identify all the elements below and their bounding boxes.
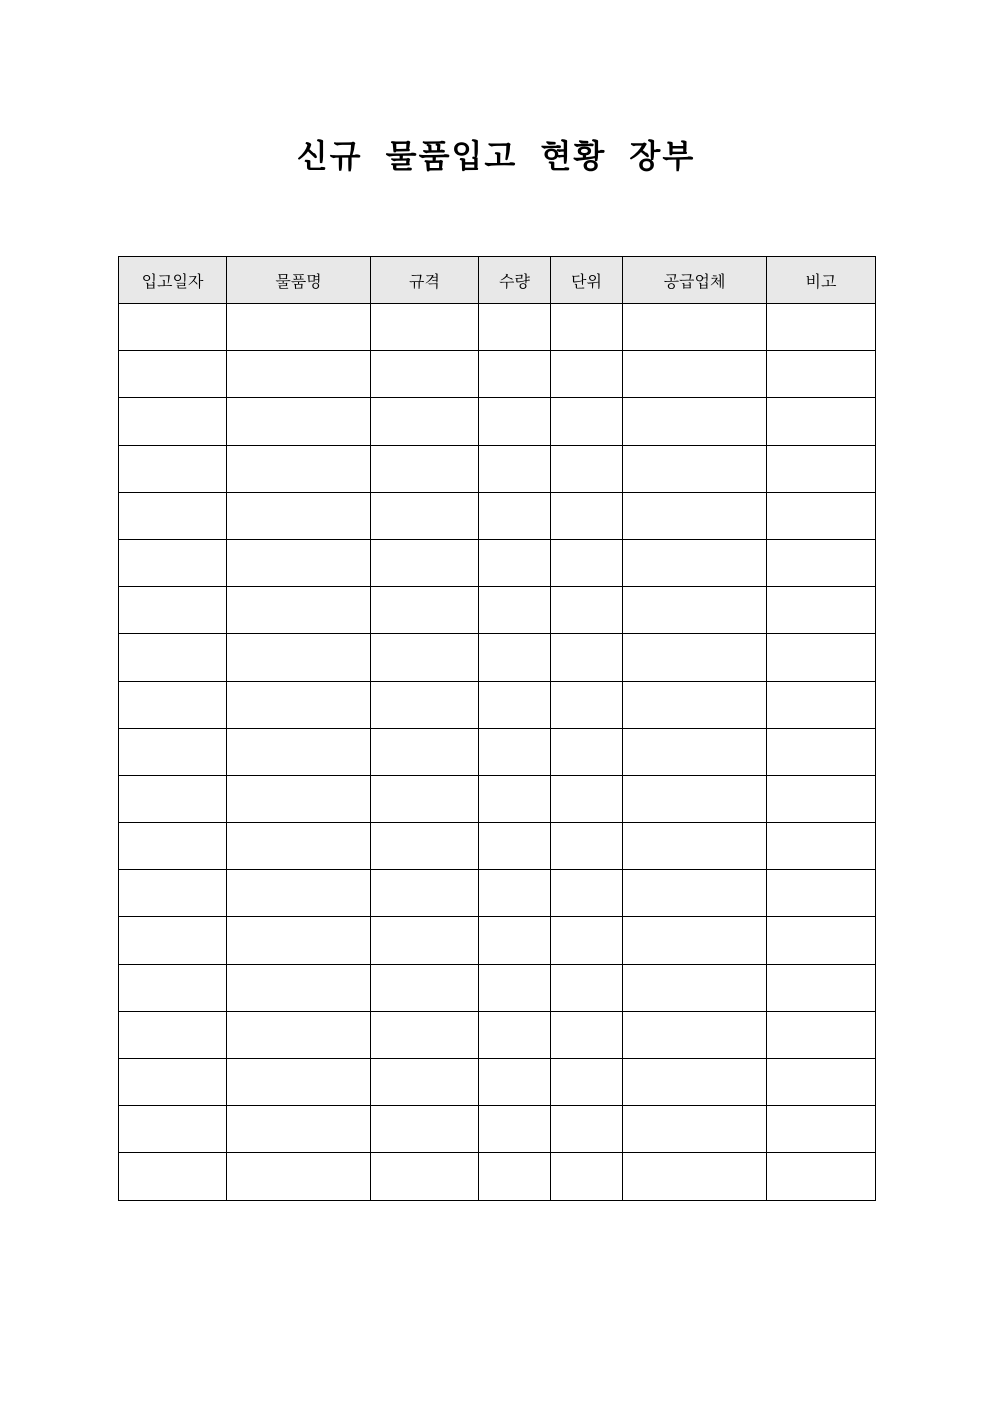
specification-cell[interactable]	[371, 775, 479, 822]
supplier-cell[interactable]	[623, 492, 767, 539]
column-header-specification: 규격	[371, 257, 479, 304]
supplier-cell[interactable]	[623, 775, 767, 822]
remarks-cell[interactable]	[767, 539, 876, 586]
receipt-date-cell[interactable]	[119, 398, 227, 445]
remarks-cell[interactable]	[767, 775, 876, 822]
table-row	[119, 539, 876, 586]
unit-cell[interactable]	[551, 539, 623, 586]
item-name-cell[interactable]	[227, 304, 371, 351]
quantity-cell[interactable]	[479, 398, 551, 445]
unit-cell[interactable]	[551, 445, 623, 492]
table-row	[119, 775, 876, 822]
unit-cell[interactable]	[551, 728, 623, 775]
receipt-date-cell[interactable]	[119, 1153, 227, 1200]
quantity-cell[interactable]	[479, 445, 551, 492]
remarks-cell[interactable]	[767, 1106, 876, 1153]
receipt-date-cell[interactable]	[119, 539, 227, 586]
supplier-cell[interactable]	[623, 823, 767, 870]
remarks-cell[interactable]	[767, 870, 876, 917]
unit-cell[interactable]	[551, 634, 623, 681]
remarks-cell[interactable]	[767, 728, 876, 775]
table-row	[119, 823, 876, 870]
item-name-cell[interactable]	[227, 1153, 371, 1200]
quantity-cell[interactable]	[479, 492, 551, 539]
quantity-cell[interactable]	[479, 304, 551, 351]
specification-cell[interactable]	[371, 587, 479, 634]
item-name-cell[interactable]	[227, 539, 371, 586]
receipt-date-cell[interactable]	[119, 681, 227, 728]
quantity-cell[interactable]	[479, 539, 551, 586]
unit-cell[interactable]	[551, 775, 623, 822]
quantity-cell[interactable]	[479, 587, 551, 634]
item-name-cell[interactable]	[227, 587, 371, 634]
unit-cell[interactable]	[551, 964, 623, 1011]
inventory-ledger-table	[118, 256, 876, 1201]
supplier-cell[interactable]	[623, 1011, 767, 1058]
quantity-cell[interactable]	[479, 634, 551, 681]
receipt-date-cell[interactable]	[119, 1059, 227, 1106]
specification-cell[interactable]	[371, 728, 479, 775]
column-header-supplier: 공급업체	[623, 257, 767, 304]
item-name-cell[interactable]	[227, 634, 371, 681]
table-header-row	[119, 257, 876, 304]
quantity-cell[interactable]	[479, 964, 551, 1011]
receipt-date-cell[interactable]	[119, 587, 227, 634]
unit-cell[interactable]	[551, 398, 623, 445]
table-row	[119, 445, 876, 492]
receipt-date-cell[interactable]	[119, 634, 227, 681]
receipt-date-cell[interactable]	[119, 917, 227, 964]
column-header-quantity: 수량	[479, 257, 551, 304]
table-row	[119, 728, 876, 775]
specification-cell[interactable]	[371, 492, 479, 539]
remarks-cell[interactable]	[767, 681, 876, 728]
supplier-cell[interactable]	[623, 398, 767, 445]
item-name-cell[interactable]	[227, 445, 371, 492]
quantity-cell[interactable]	[479, 681, 551, 728]
document-title: 신규 물품입고 현황 장부	[296, 137, 696, 175]
table-row	[119, 634, 876, 681]
supplier-cell[interactable]	[623, 681, 767, 728]
supplier-cell[interactable]	[623, 1059, 767, 1106]
specification-cell[interactable]	[371, 823, 479, 870]
table-body	[119, 304, 876, 1201]
specification-cell[interactable]	[371, 539, 479, 586]
specification-cell[interactable]	[371, 304, 479, 351]
unit-cell[interactable]	[551, 681, 623, 728]
column-header-item-name: 물품명	[227, 257, 371, 304]
table-row	[119, 351, 876, 398]
quantity-cell[interactable]	[479, 1106, 551, 1153]
remarks-cell[interactable]	[767, 1011, 876, 1058]
specification-cell[interactable]	[371, 351, 479, 398]
remarks-cell[interactable]	[767, 304, 876, 351]
specification-cell[interactable]	[371, 1059, 479, 1106]
supplier-cell[interactable]	[623, 1106, 767, 1153]
specification-cell[interactable]	[371, 634, 479, 681]
specification-cell[interactable]	[371, 398, 479, 445]
table-row	[119, 1011, 876, 1058]
remarks-cell[interactable]	[767, 1153, 876, 1200]
unit-cell[interactable]	[551, 917, 623, 964]
quantity-cell[interactable]	[479, 823, 551, 870]
specification-cell[interactable]	[371, 870, 479, 917]
receipt-date-cell[interactable]	[119, 445, 227, 492]
specification-cell[interactable]	[371, 1153, 479, 1200]
quantity-cell[interactable]	[479, 1011, 551, 1058]
remarks-cell[interactable]	[767, 492, 876, 539]
remarks-cell[interactable]	[767, 398, 876, 445]
item-name-cell[interactable]	[227, 870, 371, 917]
column-header-remarks: 비고	[767, 257, 876, 304]
item-name-cell[interactable]	[227, 728, 371, 775]
unit-cell[interactable]	[551, 1106, 623, 1153]
remarks-cell[interactable]	[767, 823, 876, 870]
unit-cell[interactable]	[551, 587, 623, 634]
receipt-date-cell[interactable]	[119, 351, 227, 398]
remarks-cell[interactable]	[767, 917, 876, 964]
supplier-cell[interactable]	[623, 351, 767, 398]
column-header-receipt-date: 입고일자	[119, 257, 227, 304]
quantity-cell[interactable]	[479, 870, 551, 917]
remarks-cell[interactable]	[767, 587, 876, 634]
item-name-cell[interactable]	[227, 1011, 371, 1058]
specification-cell[interactable]	[371, 681, 479, 728]
supplier-cell[interactable]	[623, 917, 767, 964]
item-name-cell[interactable]	[227, 681, 371, 728]
quantity-cell[interactable]	[479, 1059, 551, 1106]
supplier-cell[interactable]	[623, 728, 767, 775]
quantity-cell[interactable]	[479, 917, 551, 964]
specification-cell[interactable]	[371, 445, 479, 492]
table-row	[119, 681, 876, 728]
supplier-cell[interactable]	[623, 1153, 767, 1200]
table-row	[119, 1059, 876, 1106]
receipt-date-cell[interactable]	[119, 492, 227, 539]
item-name-cell[interactable]	[227, 917, 371, 964]
table-row	[119, 1153, 876, 1200]
item-name-cell[interactable]	[227, 964, 371, 1011]
quantity-cell[interactable]	[479, 1153, 551, 1200]
receipt-date-cell[interactable]	[119, 870, 227, 917]
supplier-cell[interactable]	[623, 445, 767, 492]
receipt-date-cell[interactable]	[119, 775, 227, 822]
item-name-cell[interactable]	[227, 823, 371, 870]
supplier-cell[interactable]	[623, 587, 767, 634]
receipt-date-cell[interactable]	[119, 964, 227, 1011]
item-name-cell[interactable]	[227, 492, 371, 539]
receipt-date-cell[interactable]	[119, 304, 227, 351]
specification-cell[interactable]	[371, 1011, 479, 1058]
table-row	[119, 587, 876, 634]
specification-cell[interactable]	[371, 917, 479, 964]
remarks-cell[interactable]	[767, 634, 876, 681]
item-name-cell[interactable]	[227, 1106, 371, 1153]
remarks-cell[interactable]	[767, 1059, 876, 1106]
table-row	[119, 304, 876, 351]
unit-cell[interactable]	[551, 823, 623, 870]
receipt-date-cell[interactable]	[119, 1011, 227, 1058]
quantity-cell[interactable]	[479, 728, 551, 775]
table-row	[119, 492, 876, 539]
table-row	[119, 1106, 876, 1153]
item-name-cell[interactable]	[227, 775, 371, 822]
supplier-cell[interactable]	[623, 964, 767, 1011]
item-name-cell[interactable]	[227, 1059, 371, 1106]
unit-cell[interactable]	[551, 1059, 623, 1106]
supplier-cell[interactable]	[623, 634, 767, 681]
unit-cell[interactable]	[551, 1011, 623, 1058]
table-row	[119, 964, 876, 1011]
receipt-date-cell[interactable]	[119, 823, 227, 870]
remarks-cell[interactable]	[767, 445, 876, 492]
supplier-cell[interactable]	[623, 304, 767, 351]
receipt-date-cell[interactable]	[119, 728, 227, 775]
receipt-date-cell[interactable]	[119, 1106, 227, 1153]
table-row	[119, 870, 876, 917]
supplier-cell[interactable]	[623, 539, 767, 586]
table-row	[119, 398, 876, 445]
quantity-cell[interactable]	[479, 351, 551, 398]
item-name-cell[interactable]	[227, 351, 371, 398]
specification-cell[interactable]	[371, 1106, 479, 1153]
table-row	[119, 917, 876, 964]
unit-cell[interactable]	[551, 351, 623, 398]
unit-cell[interactable]	[551, 304, 623, 351]
remarks-cell[interactable]	[767, 351, 876, 398]
unit-cell[interactable]	[551, 1153, 623, 1200]
quantity-cell[interactable]	[479, 775, 551, 822]
item-name-cell[interactable]	[227, 398, 371, 445]
unit-cell[interactable]	[551, 492, 623, 539]
supplier-cell[interactable]	[623, 870, 767, 917]
column-header-unit: 단위	[551, 257, 623, 304]
remarks-cell[interactable]	[767, 964, 876, 1011]
unit-cell[interactable]	[551, 870, 623, 917]
specification-cell[interactable]	[371, 964, 479, 1011]
